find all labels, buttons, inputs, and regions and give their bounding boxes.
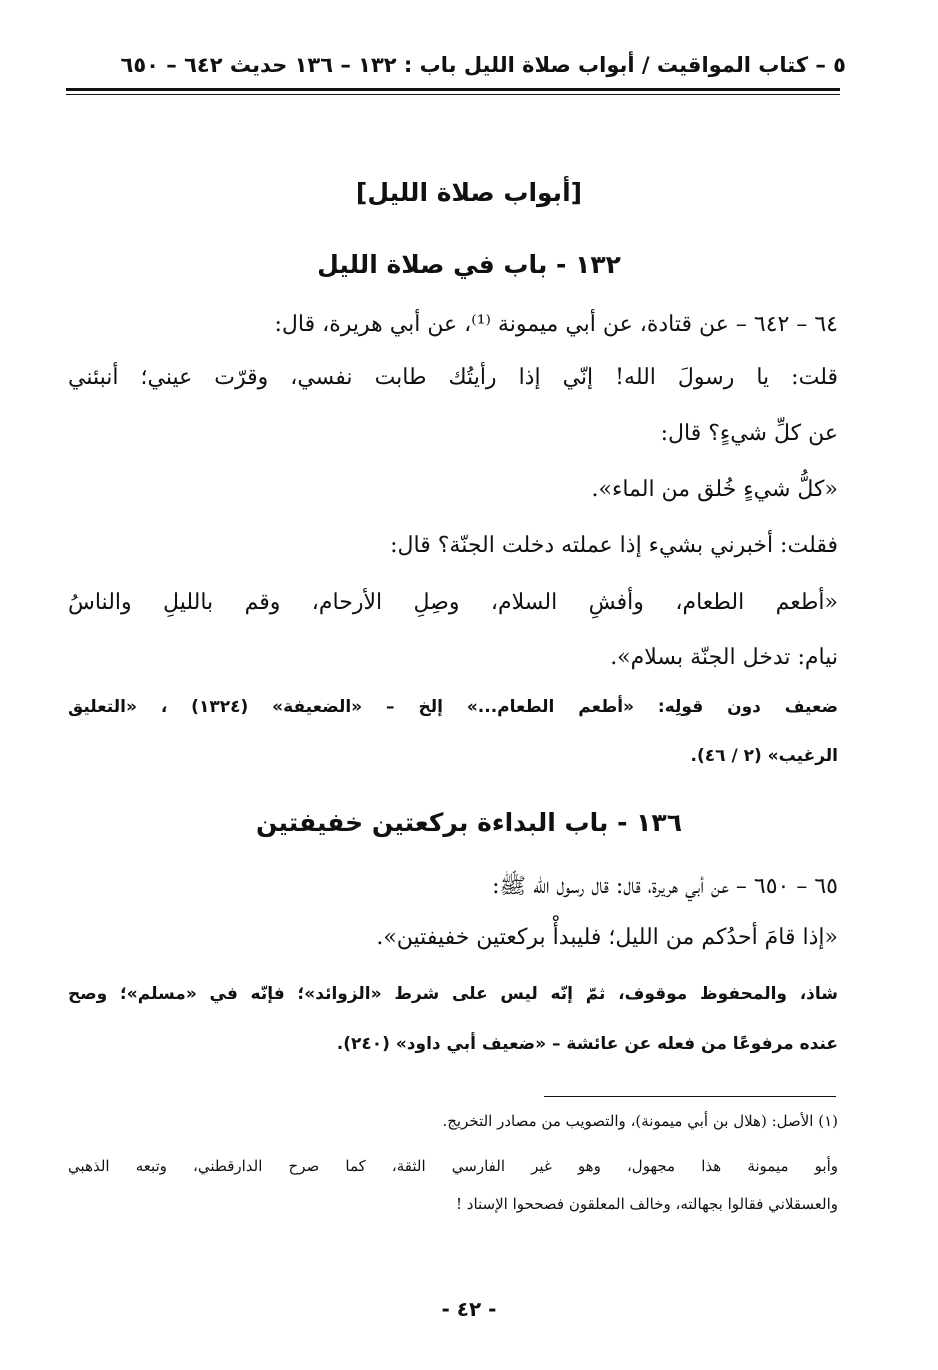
hadith-642-line-1: قلت: يا رسولَ الله! إنّي إذا رأيتُك طابت نفسي، وقرّت عيني؛ أنبئني bbox=[68, 365, 838, 390]
hadith-650-line-1: «إذا قامَ أحدُكم من الليل؛ فليبدأْ بركعتين خفيفتين». bbox=[376, 925, 838, 950]
footnote-1-cont-2: والعسقلاني فقالوا بجهالته، وخالف المعلقون فصححوا الإسناد ! bbox=[455, 1195, 838, 1213]
footnote-1: (١) الأصل: (هلال بن أبي ميمونة)، والتصويب من مصادر التخريج. bbox=[442, 1112, 838, 1130]
hadith-642-line-3: «كلُّ شيءٍ خُلق من الماء». bbox=[591, 477, 838, 502]
grading-642-line-1: ضعيف دون قولِه: «أطعم الطعام...» إلخ – «الضعيفة» (١٣٢٤) ، «التعليق bbox=[68, 697, 839, 717]
page-number: - ٤٢ - bbox=[441, 1297, 497, 1321]
grading-650-line-1: شاذ، والمحفوظ موقوف، ثمّ إنّه ليس على شرط «الزوائد»؛ فإنّه في «مسلم»؛ وصح bbox=[68, 984, 838, 1004]
running-header: ٥ – كتاب المواقيت / أبواب صلاة الليل باب : ١٣٢ – ١٣٦ حديث ٦٤٢ – ٦٥٠ bbox=[120, 53, 846, 77]
hadith-642-line-5: «أطعم الطعام، وأفشِ السلام، وصِلِ الأرحام، وقم بالليلِ والناسُ bbox=[68, 590, 838, 615]
section-title: [أبواب صلاة الليل] bbox=[355, 178, 583, 207]
footnote-rule bbox=[544, 1096, 836, 1097]
hadith-650-intro: ٦٥ – ٦٥٠ – عن أبي هريرة، قال: قال رسول الله ﷺ: bbox=[492, 874, 838, 899]
header-rule-thin bbox=[66, 94, 840, 95]
footnote-1-cont-1: وأبو ميمونة هذا مجهول، وهو غير الفارسي الثقة، كما صرح الدارقطني، وتبعه الذهبي bbox=[68, 1157, 838, 1175]
hadith-642-line-4: فقلت: أخبرني بشيء إذا عملته دخلت الجنّة؟ قال: bbox=[390, 533, 838, 558]
grading-642-line-2: الرغيب» (٢ / ٤٦). bbox=[690, 746, 838, 766]
grading-650-line-2: عنده مرفوعًا من فعله عن عائشة – «ضعيف أبي داود» (٢٤٠). bbox=[336, 1034, 838, 1054]
header-rule-thick bbox=[66, 88, 840, 91]
chapter-132-title: ١٣٢ - باب في صلاة الليل bbox=[317, 250, 621, 279]
chapter-136-title: ١٣٦ - باب البداءة بركعتين خفيفتين bbox=[256, 808, 682, 837]
hadith-642-intro: ٦٤ – ٦٤٢ – عن قتادة، عن أبي ميمونة ⁽¹⁾، عن أبي هريرة، قال: bbox=[274, 312, 838, 337]
hadith-642-line-6: نيام: تدخل الجنّة بسلام». bbox=[610, 645, 838, 670]
hadith-642-line-2: عن كلِّ شيءٍ؟ قال: bbox=[660, 421, 838, 446]
